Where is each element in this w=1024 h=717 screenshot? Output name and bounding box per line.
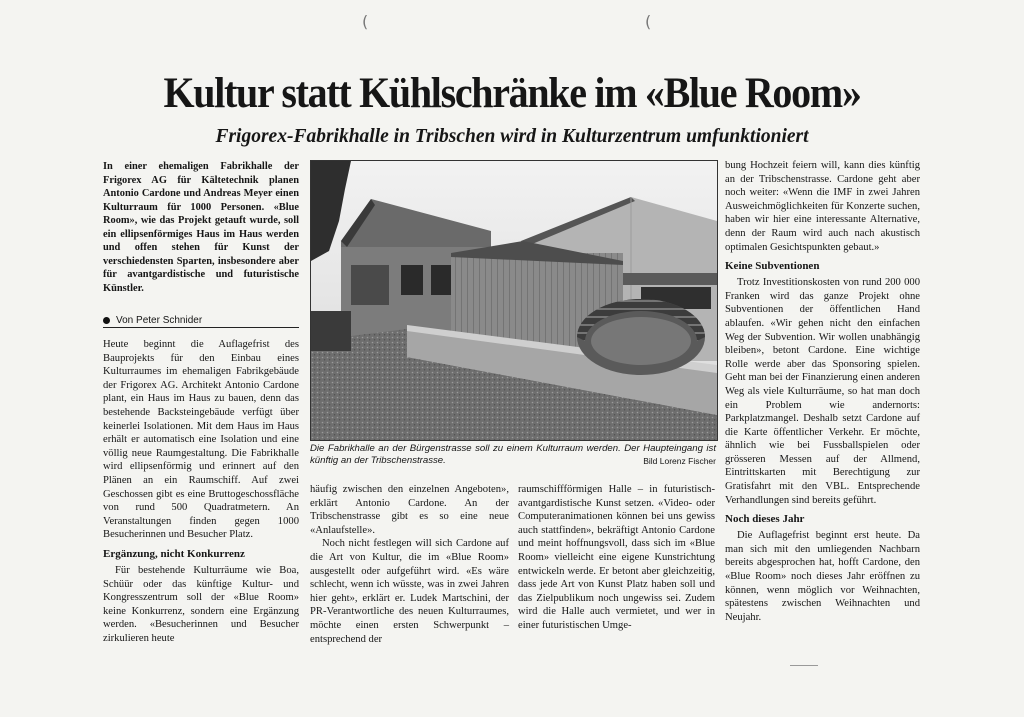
headline: Kultur statt Kühlschränke im «Blue Room» xyxy=(163,70,861,117)
paragraph: Für bestehende Kulturräume wie Boa, Schüür oder das künftige Kultur- und Kongresszentrum soll der «Blue Room» keine Konkurrenz, sondern eine Ergänzung werden. «Besucherinnen und Besucher zirkulieren heute xyxy=(103,564,299,644)
end-rule xyxy=(790,665,818,666)
paragraph: bung Hochzeit feiern will, kann dies künftig an der Tribschenstrasse. Cardone geht aber noch weiter: «Wenn die IMF in zwei Jahren Ausweichmöglichkeiten für Konzerte suchen, haben wir hier eine interessante Alternative, denn der Raum wird auch nach akustisch optimalen Gesichtspunkten gebaut.» xyxy=(725,160,920,253)
factory-photo-image xyxy=(311,161,717,440)
article-column-3 xyxy=(518,483,715,633)
factory-photo xyxy=(310,160,718,441)
article-column-4 xyxy=(725,159,920,624)
byline-text: Von Peter Schnider xyxy=(116,314,203,326)
photo-caption-text: Die Fabrikhalle an der Bürgenstrasse soll zu einem Kulturraum werden. Der Haupteingang ist künftig an der Tribschenstrasse. xyxy=(310,443,716,466)
bullet-icon xyxy=(103,317,110,324)
article-column-1 xyxy=(103,338,299,645)
subheadline: Frigorex-Fabrikhalle in Tribschen wird in Kulturzentrum umfunktioniert xyxy=(215,126,809,147)
paragraph: Trotz Investitionskosten von rund 200 000 Franken wird das ganze Projekt ohne Subventionen der öffentlichen Hand ablaufen. «Wir gehen nicht den einfachen Weg der Subvention. Wir wollen unabhängig bleiben», betont Cardone. Eine wichtige Rolle werde aber das Sponsoring spielen. Geht man bei der Finanzierung einen anderen Weg als viele Kulturräume, so hat man doch ein Problem wie andernorts: Parkplatzmangel. Deshalb setzt Cardone auf die Karte öffentlicher Verkehr. Er möchte, ähnlich wie bei Fussballspielen oder grösseren Messen auf der Allmend, Eintrittskarten mit Berechtigung zur Gratisfahrt mit den VBL. Entsprechende Verhandlungen sind bereits geführt. xyxy=(725,277,920,506)
lead-paragraph: In einer ehemaligen Fabrikhalle der Frigorex AG für Kältetechnik planen Antonio Cardone und Andreas Meyer einen Kulturraum für 1000 Personen. «Blue Room», wie das Projekt getauft wurde, soll ein ellipsenförmiges Haus im Haus werden und offen stehen für Kunst der verschiedensten Sparten, insbesondere aber für avantgardistische und futuristische Künstler. xyxy=(103,161,299,294)
photo-credit: Bild Lorenz Fischer xyxy=(637,455,716,467)
section-heading: Keine Subventionen xyxy=(725,260,820,273)
photo-caption xyxy=(310,443,716,467)
paragraph: Die Auflagefrist beginnt erst heute. Da man sich mit den umliegenden Nachbarn bereits abgesprochen hat, hofft Cardone, den «Blue Room» noch dieses Jahr eröffnen zu können, wenn möglich vor Weihnachten, spätestens zwischen Weihnachten und Neujahr. xyxy=(725,530,920,623)
byline xyxy=(103,313,299,328)
section-heading: Ergänzung, nicht Konkurrenz xyxy=(103,547,245,560)
paragraph: Noch nicht festlegen will sich Cardone auf die Art von Kultur, die im «Blue Room» ausgestellt oder aufgeführt wird. «Es wäre schlecht, wenn ich wüsste, was in zwei Jahren hier geht», erklärt er. Ludek Martschini, der PR-Verantwortliche des neuen Kulturraumes, möchte einen ersten Schwerpunkt – entsprechend der xyxy=(310,538,509,645)
paragraph: Heute beginnt die Auflagefrist des Bauprojekts für den Einbau eines Kulturraumes im ehemaligen Fabrikgebäude der Frigorex AG. Architekt Antonio Cardone plant, ein Haus im Haus zu bauen, denn das bestehende Backsteingebäude verfügt über keinerlei Isolationen. Mit dem Haus im Haus erhält er automatisch eine Isolation und eine völlig neue Raumgestaltung. Die Fabrikhalle wird ellipsenförmig und erinnert auf den Plänen an ein Raumschiff. Auf zwei Geschossen gibt es eine Bruttogeschossfläche von rund 500 Quadratmetern. An Veranstaltungen finden gegen 1000 Besucherinnen und Besucher Platz. xyxy=(103,339,299,541)
article-column-2 xyxy=(310,483,509,646)
paragraph: raumschiffförmigen Halle – in futuristisch-avantgardistische Kunst setzen. «Video- oder Computeranimationen können bei uns gewiss auch stattfinden», bekräftigt Antonio Cardone und meint hoffnungsvoll, dass sich im «Blue Room» vielleicht eine eigene Kunstrichtung entwickeln werde. Er betont aber gleichzeitig, dass jede Art von Kunst Platz haben soll und das Zielpublikum noch ungewiss sei. Zudem wird die Halle auch vermietet, und wer in einer futuristischen Umge- xyxy=(518,484,715,631)
scan-mark-right: ( xyxy=(645,12,652,31)
paragraph: häufig zwischen den einzelnen Angeboten», erklärt Antonio Cardone. An der Tribschenstrasse gibt es so eine neue «Anlaufstelle». xyxy=(310,484,509,536)
section-heading: Noch dieses Jahr xyxy=(725,513,805,526)
scan-mark-left: ( xyxy=(362,12,369,31)
